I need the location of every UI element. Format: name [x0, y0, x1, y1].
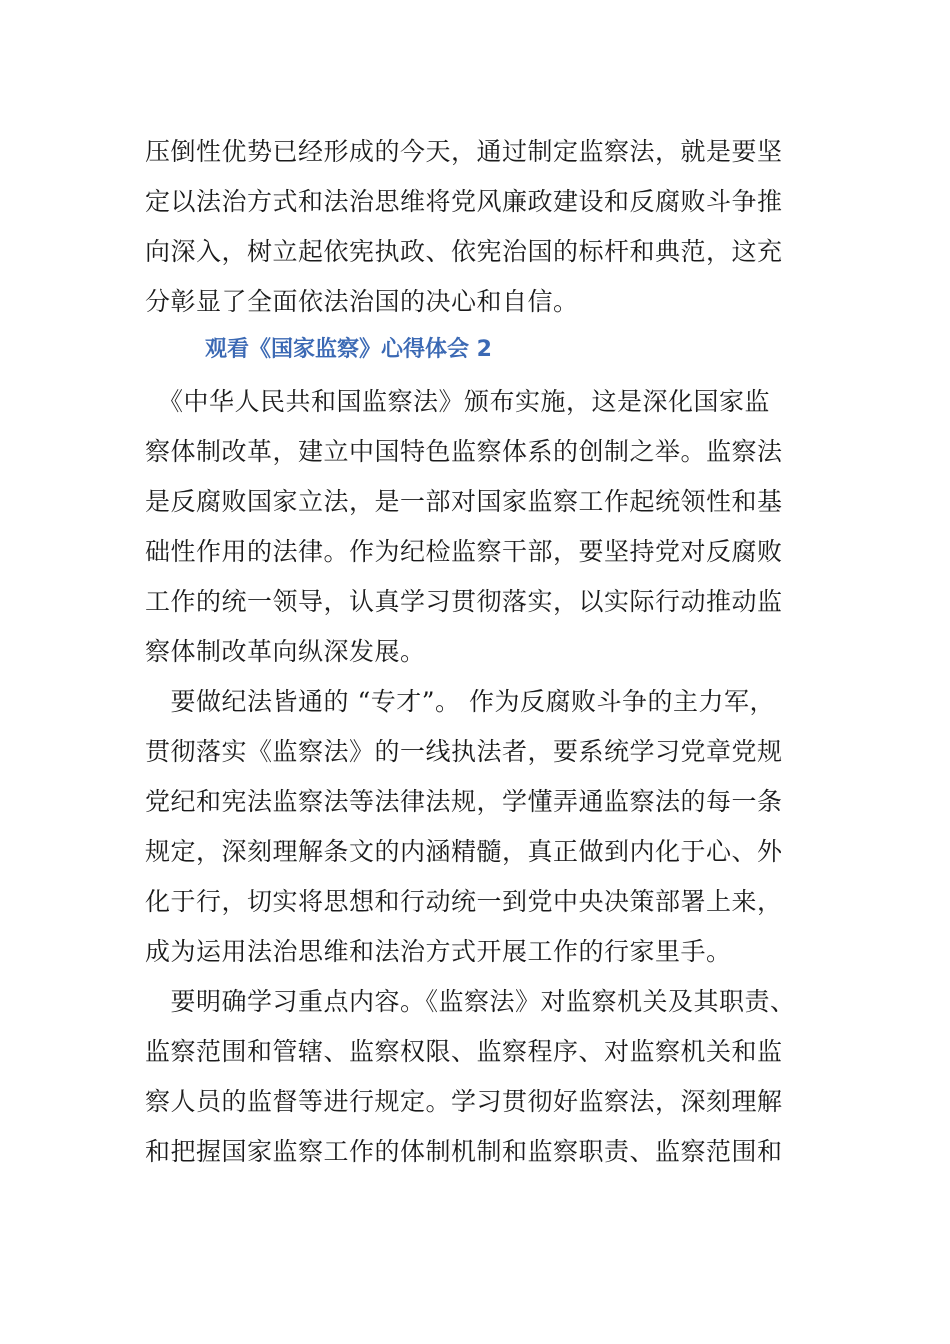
intro-line: 向深入，树立起依宪执政、依宪治国的标杆和典范，这充: [145, 237, 783, 266]
section-heading: 观看《国家监察》心得体会 2: [205, 337, 492, 362]
paragraph-line: 《中华人民共和国监察法》颁布实施，这是深化国家监: [145, 387, 771, 416]
paragraph-line: 察体制改革向纵深发展。: [145, 637, 426, 666]
paragraph-line: 化于行，切实将思想和行动统一到党中央决策部署上来，: [145, 887, 783, 916]
paragraph-line: 要做纪法皆通的 “专才”。 作为反腐败斗争的主力军，: [145, 687, 775, 716]
paragraph-line: 成为运用法治思维和法治方式开展工作的行家里手。: [145, 937, 732, 966]
paragraph-line: 础性作用的法律。作为纪检监察干部，要坚持党对反腐败: [145, 537, 783, 566]
intro-line: 压倒性优势已经形成的今天，通过制定监察法，就是要坚: [145, 137, 783, 166]
paragraph-line: 监察范围和管辖、监察权限、监察程序、对监察机关和监: [145, 1037, 783, 1066]
intro-line: 分彰显了全面依法治国的决心和自信。: [145, 287, 579, 316]
intro-line: 定以法治方式和法治思维将党风廉政建设和反腐败斗争推: [145, 187, 783, 216]
paragraph-line: 工作的统一领导，认真学习贯彻落实，以实际行动推动监: [145, 587, 783, 616]
paragraph-line: 察体制改革，建立中国特色监察体系的创制之举。监察法: [145, 437, 783, 466]
paragraph-line: 察人员的监督等进行规定。学习贯彻好监察法，深刻理解: [145, 1087, 783, 1116]
paragraph-line: 贯彻落实《监察法》的一线执法者，要系统学习党章党规: [145, 737, 783, 766]
paragraph-line: 要明确学习重点内容。《监察法》对监察机关及其职责、: [145, 987, 796, 1016]
paragraph-line: 是反腐败国家立法，是一部对国家监察工作起统领性和基: [145, 487, 783, 516]
paragraph-line: 和把握国家监察工作的体制机制和监察职责、监察范围和: [145, 1137, 783, 1166]
paragraph-line: 规定，深刻理解条文的内涵精髓，真正做到内化于心、外: [145, 837, 783, 866]
paragraph-line: 党纪和宪法监察法等法律法规，学懂弄通监察法的每一条: [145, 787, 783, 816]
